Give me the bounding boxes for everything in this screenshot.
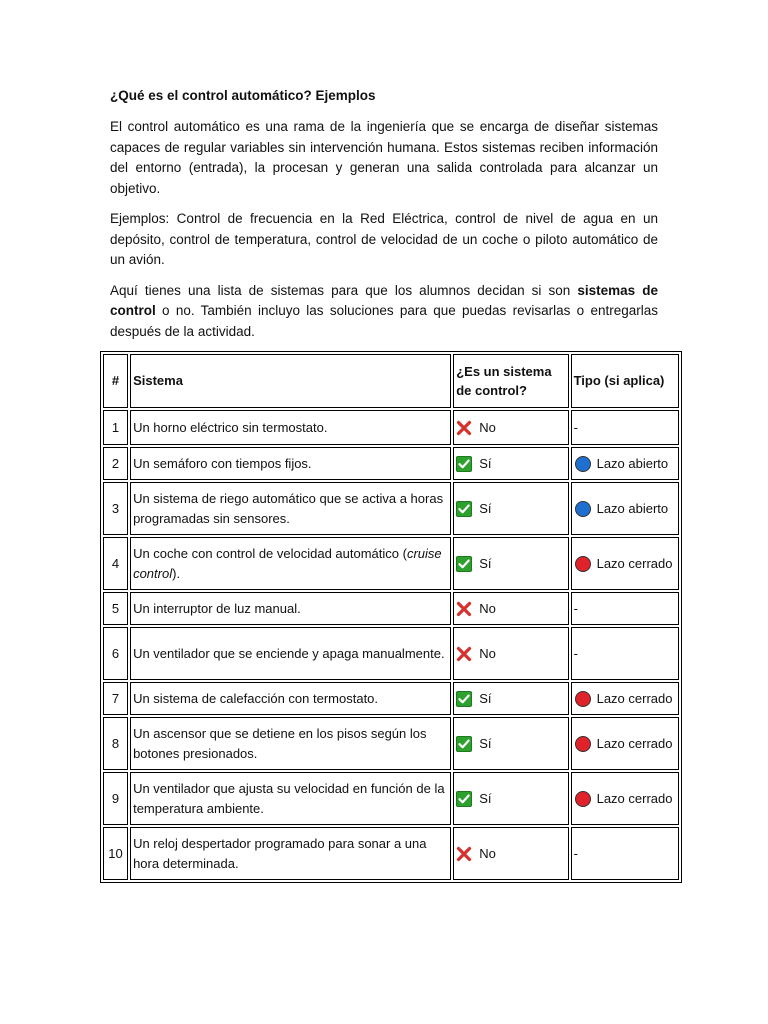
tipo-value: -: [573, 645, 578, 661]
row-control: [453, 592, 568, 625]
sistema-text-end: ).: [172, 565, 181, 581]
tipo-value: Lazo abierto: [596, 455, 669, 471]
sistema-italic-text: cruise control: [133, 546, 442, 581]
blue-circle-icon: [575, 456, 591, 472]
activity-text-bold: sistemas de control: [110, 282, 659, 318]
sistema-text: Un horno eléctrico sin termostato.: [133, 419, 328, 435]
control-answer: Sí: [479, 555, 492, 571]
cross-icon: [456, 646, 472, 662]
sistema-text: Un semáforo con tiempos fijos.: [133, 455, 312, 471]
blue-circle-icon: [575, 501, 591, 517]
control-answer: No: [479, 645, 496, 661]
row-sistema: [130, 827, 451, 880]
row-sistema: [130, 592, 451, 625]
row-number: 10: [103, 827, 128, 880]
row-control: [453, 627, 568, 680]
control-answer: Sí: [479, 455, 492, 471]
sistema-text: Un interruptor de luz manual.: [133, 600, 301, 616]
control-answer: Sí: [479, 790, 492, 806]
row-tipo: [571, 717, 679, 770]
activity-text-start: Aquí tienes una lista de sistemas para que los alumnos decidan si son: [110, 282, 578, 298]
tipo-value: Lazo cerrado: [596, 555, 673, 571]
table-row: [103, 482, 679, 535]
row-sistema: [130, 717, 451, 770]
sistema-text: Un sistema de calefacción con termostato.: [133, 690, 379, 706]
row-sistema: [130, 682, 451, 715]
control-answer: Sí: [479, 690, 492, 706]
table-row: [103, 627, 679, 680]
table-row: [103, 447, 679, 480]
sistema-text: Un reloj despertador programado para sonar a una hora determinada.: [133, 836, 427, 871]
systems-table: [100, 351, 682, 883]
row-control: [453, 717, 568, 770]
row-number: 4: [103, 537, 128, 590]
row-tipo: [571, 482, 679, 535]
table-row: [103, 772, 679, 825]
red-circle-icon: [575, 691, 591, 707]
section-heading: ¿Qué es el control automático? Ejemplos: [110, 88, 376, 103]
table-row: [103, 537, 679, 590]
definition-paragraph: El control automático es una rama de la ingeniería que se encarga de diseñar sistemas capaces de regular variables sin intervención humana. Estos sistemas reciben información del entorno (entrada), la procesan y generan una salida controlada para alcanzar un objetivo.: [110, 119, 658, 196]
row-control: [453, 827, 568, 880]
row-tipo: [571, 592, 679, 625]
row-tipo: [571, 682, 679, 715]
red-circle-icon: [575, 736, 591, 752]
check-icon: [456, 501, 472, 517]
cross-icon: [456, 846, 472, 862]
row-sistema: [130, 772, 451, 825]
row-number: 3: [103, 482, 128, 535]
row-tipo: [571, 537, 679, 590]
row-control: [453, 537, 568, 590]
header-num: #: [103, 354, 128, 408]
table-row: [103, 592, 679, 625]
red-circle-icon: [575, 791, 591, 807]
table-row: [103, 717, 679, 770]
table-header-row: [103, 354, 679, 408]
check-icon: [456, 456, 472, 472]
row-number: 1: [103, 410, 128, 445]
sistema-text: Un coche con control de velocidad automático (: [133, 546, 407, 561]
control-answer: No: [479, 419, 496, 435]
sistema-text: Un ventilador que ajusta su velocidad en función de la temperatura ambiente.: [133, 781, 445, 816]
table-row: [103, 410, 679, 445]
row-control: [453, 410, 568, 445]
examples-paragraph: Ejemplos: Control de frecuencia en la Red Eléctrica, control de nivel de agua en un depósito, control de temperatura, control de velocidad de un coche o piloto automático de un avión.: [110, 211, 658, 267]
row-control: [453, 682, 568, 715]
row-sistema: [130, 447, 451, 480]
row-number: 9: [103, 772, 128, 825]
row-number: 8: [103, 717, 128, 770]
table-row: [103, 682, 679, 715]
activity-paragraph: [110, 281, 658, 343]
tipo-value: -: [573, 845, 578, 861]
row-number: 7: [103, 682, 128, 715]
row-tipo: [571, 627, 679, 680]
control-answer: Sí: [479, 735, 492, 751]
cross-icon: [456, 420, 472, 436]
row-sistema: [130, 537, 451, 590]
check-icon: [456, 791, 472, 807]
row-tipo: [571, 772, 679, 825]
check-icon: [456, 736, 472, 752]
tipo-value: -: [573, 600, 578, 616]
row-control: [453, 447, 568, 480]
check-icon: [456, 691, 472, 707]
header-control: ¿Es un sistema de control?: [453, 354, 568, 408]
activity-text-end: o no. También incluyo las soluciones para que puedas revisarlas o entregarlas después de la actividad.: [110, 303, 658, 339]
row-tipo: [571, 447, 679, 480]
table-row: [103, 827, 679, 880]
header-tipo: Tipo (si aplica): [571, 354, 679, 408]
tipo-value: Lazo cerrado: [596, 790, 673, 806]
check-icon: [456, 556, 472, 572]
row-number: 6: [103, 627, 128, 680]
header-sistema: Sistema: [130, 354, 451, 408]
tipo-value: Lazo cerrado: [596, 735, 673, 751]
control-answer: Sí: [479, 500, 492, 516]
row-number: 2: [103, 447, 128, 480]
row-sistema: [130, 410, 451, 445]
cross-icon: [456, 601, 472, 617]
row-number: 5: [103, 592, 128, 625]
control-answer: No: [479, 845, 496, 861]
row-tipo: [571, 827, 679, 880]
row-control: [453, 482, 568, 535]
tipo-value: -: [573, 419, 578, 435]
row-control: [453, 772, 568, 825]
tipo-value: Lazo abierto: [596, 500, 669, 516]
row-tipo: [571, 410, 679, 445]
sistema-text: Un sistema de riego automático que se activa a horas programadas sin sensores.: [133, 491, 444, 526]
row-sistema: [130, 627, 451, 680]
control-answer: No: [479, 600, 496, 616]
sistema-text: Un ascensor que se detiene en los pisos según los botones presionados.: [133, 726, 427, 761]
intro-section: [110, 86, 658, 342]
row-sistema: [130, 482, 451, 535]
sistema-text: Un ventilador que se enciende y apaga manualmente.: [133, 645, 445, 661]
tipo-value: Lazo cerrado: [596, 690, 673, 706]
red-circle-icon: [575, 556, 591, 572]
